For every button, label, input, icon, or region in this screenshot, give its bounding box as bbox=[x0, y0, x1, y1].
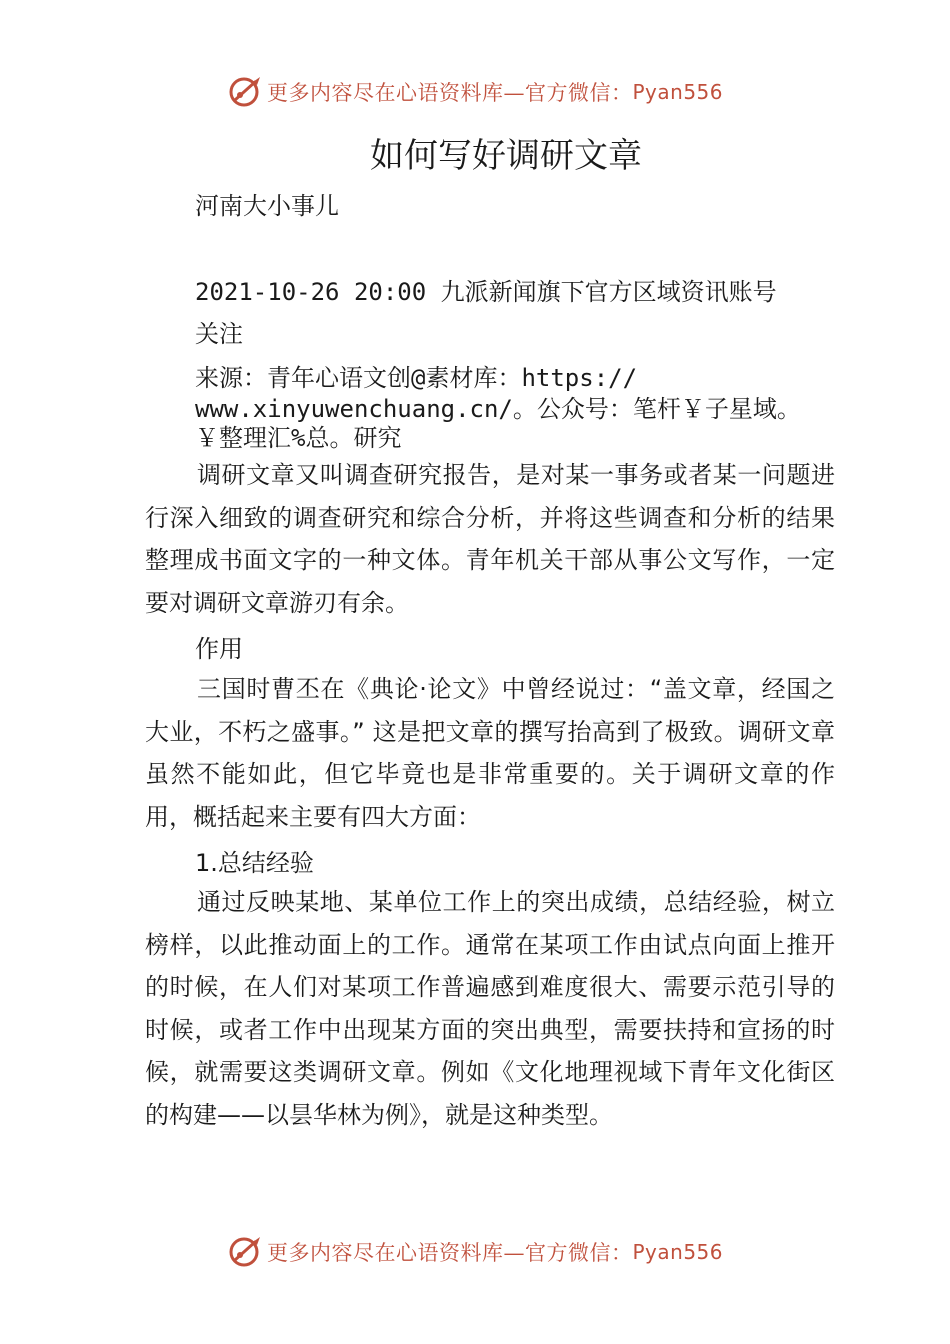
title-container bbox=[0, 128, 950, 174]
brush-logo-icon bbox=[227, 74, 263, 110]
page-title: 如何写好调研文章 bbox=[370, 136, 642, 176]
watermark-text: 更多内容尽在心语资料库—官方微信： bbox=[266, 1241, 633, 1265]
source-line-3: ￥整理汇%总。研究 bbox=[195, 424, 402, 452]
author-name: 河南大小事儿 bbox=[195, 192, 339, 220]
paragraph-intro: 调研文章又叫调查研究报告，是对某一事务或者某一问题进行深入细致的调查研究和综合分析，并将这些调查和分析的结果整理成书面文字的一种文体。青年机关干部从事公文写作，一定要对调研文章游刃有余。 bbox=[145, 461, 835, 617]
watermark-footer bbox=[0, 1232, 950, 1272]
section-heading-function: 作用 bbox=[195, 635, 243, 663]
paragraph-function: 三国时曹丕在《典论·论文》中曾经说过：“盖文章，经国之大业，不朽之盛事。” 这是把文章的撰写抬高到了极致。调研文章虽然不能如此，但它毕竟也是非常重要的。关于调研文章的作用，概括起来主要有四大方面： bbox=[145, 675, 835, 831]
source-line-2: www.xinyuwenchuang.cn/。公众号：笔杆￥子星域。 bbox=[195, 395, 801, 423]
section-heading-summary: 1.总结经验 bbox=[195, 849, 314, 877]
source-line-1: 来源：青年心语文创@素材库：https:// bbox=[195, 364, 638, 392]
watermark-contact: Pyan556 bbox=[632, 1240, 723, 1264]
watermark-text: 更多内容尽在心语资料库—官方微信： bbox=[266, 81, 633, 105]
watermark-header bbox=[0, 72, 950, 112]
brush-logo-icon bbox=[227, 1234, 263, 1270]
watermark-contact: Pyan556 bbox=[632, 80, 723, 104]
paragraph-summary: 通过反映某地、某单位工作上的突出成绩，总结经验，树立榜样，以此推动面上的工作。通常在某项工作由试点向面上推开的时候，在人们对某项工作普遍感到难度很大、需要示范引导的时候，或者工作中出现某方面的突出典型，需要扶持和宣扬的时候，就需要这类调研文章。例如《文化地理视域下青年文化街区的构建——以昙华林为例》，就是这种类型。 bbox=[145, 888, 835, 1129]
follow-link[interactable]: 关注 bbox=[195, 320, 243, 348]
publish-meta: 2021-10-26 20:00 九派新闻旗下官方区域资讯账号 bbox=[195, 278, 777, 306]
